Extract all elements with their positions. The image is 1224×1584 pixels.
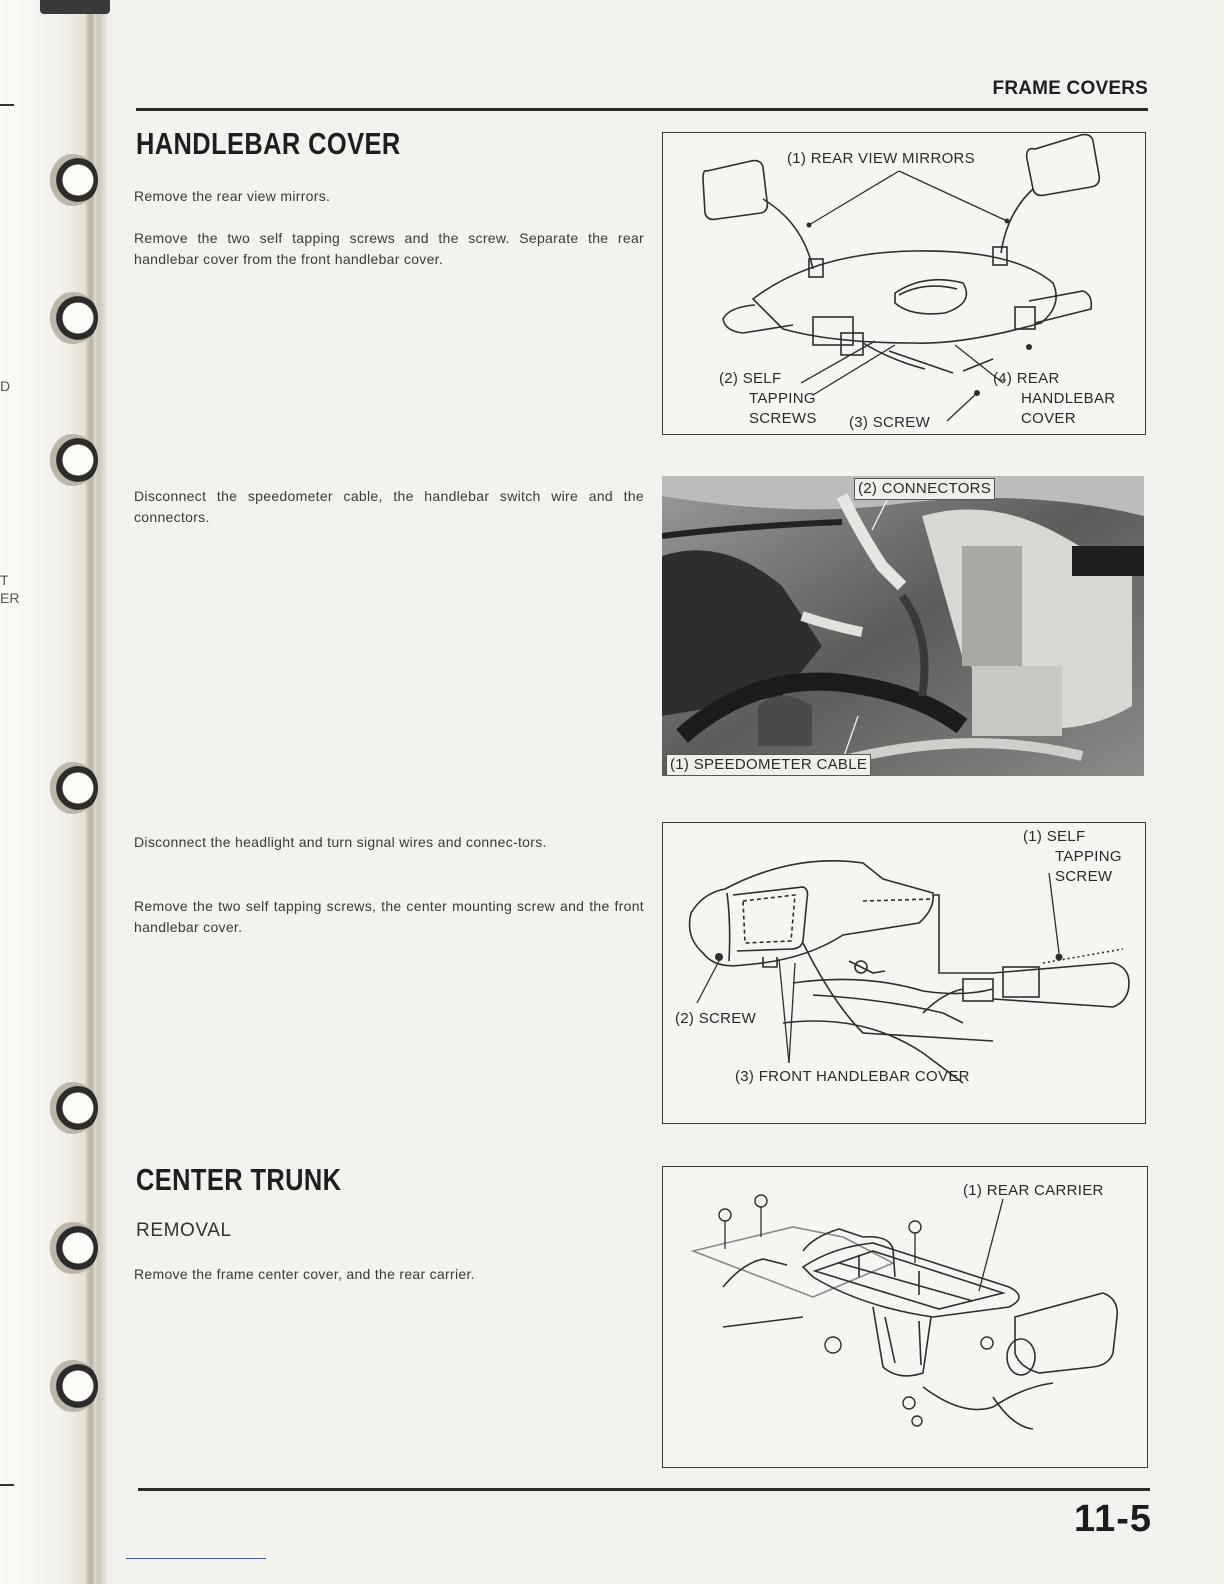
figure-front-handlebar-cover xyxy=(662,822,1146,1124)
label-self-tapping-screw: SCREW xyxy=(1055,868,1113,885)
section-subtitle: REMOVAL xyxy=(136,1220,232,1241)
section-title-handlebar-cover: HANDLEBAR COVER xyxy=(136,126,401,161)
paragraph: Remove the two self tapping screws and the screw. Separate the rear handlebar cover from the front handlebar cover. xyxy=(134,230,644,267)
binder-hole xyxy=(48,1082,98,1134)
running-head: FRAME COVERS xyxy=(992,78,1148,99)
edge-tick xyxy=(0,1484,14,1486)
label-rear-handlebar-cover: HANDLEBAR xyxy=(1021,390,1116,407)
figure-rear-carrier xyxy=(662,1166,1148,1468)
paragraph: Disconnect the speedometer cable, the handlebar switch wire and the connectors. xyxy=(134,488,644,525)
label-rear-view-mirrors: (1) REAR VIEW MIRRORS xyxy=(787,150,975,167)
paragraph: Remove the rear view mirrors. xyxy=(134,188,331,204)
edge-fragment: D xyxy=(0,378,11,394)
page-number: 11-5 xyxy=(1074,1498,1152,1540)
label-rear-carrier: (1) REAR CARRIER xyxy=(963,1182,1104,1199)
edge-tick xyxy=(0,104,14,106)
binder-hole xyxy=(48,154,98,206)
label-screw: (3) SCREW xyxy=(849,414,931,431)
binder-hole xyxy=(48,1360,98,1412)
label-self-tapping-screws: (2) SELF xyxy=(719,370,782,387)
label-speedometer-cable: (1) SPEEDOMETER CABLE xyxy=(666,754,871,776)
label-self-tapping-screw: TAPPING xyxy=(1055,848,1122,865)
binder-hole xyxy=(48,292,98,344)
footer-rule xyxy=(138,1488,1150,1491)
paragraph: Remove the frame center cover, and the rear carrier. xyxy=(134,1266,475,1282)
rear-carrier-drawing xyxy=(663,1167,1147,1467)
binder-hole xyxy=(48,1222,98,1274)
paragraph: Remove the two self tapping screws, the center mounting screw and the front handlebar cover. xyxy=(134,898,644,935)
label-self-tapping-screws: TAPPING xyxy=(749,390,816,407)
label-screw: (2) SCREW xyxy=(675,1010,757,1027)
header-rule xyxy=(136,108,1148,111)
photo-connectors xyxy=(662,476,1144,776)
edge-fragment: ER xyxy=(0,590,20,606)
binder-clip xyxy=(40,0,110,14)
binder-hole xyxy=(48,434,98,486)
figure-rear-handlebar-cover xyxy=(662,132,1146,435)
section-title-center-trunk: CENTER TRUNK xyxy=(136,1162,342,1197)
label-self-tapping-screw: (1) SELF xyxy=(1023,828,1086,845)
label-rear-handlebar-cover: (4) REAR xyxy=(993,370,1060,387)
label-connectors: (2) CONNECTORS xyxy=(854,478,995,500)
binder-hole xyxy=(48,762,98,814)
label-front-handlebar-cover: (3) FRONT HANDLEBAR COVER xyxy=(735,1068,970,1085)
label-self-tapping-screws: SCREWS xyxy=(749,410,817,427)
label-rear-handlebar-cover: COVER xyxy=(1021,410,1076,427)
edge-fragment: T xyxy=(0,572,9,588)
footer-link-underline xyxy=(126,1558,266,1559)
paragraph: Disconnect the headlight and turn signal wires and connec-tors. xyxy=(134,834,547,850)
connectors-photo-drawing xyxy=(662,476,1144,776)
